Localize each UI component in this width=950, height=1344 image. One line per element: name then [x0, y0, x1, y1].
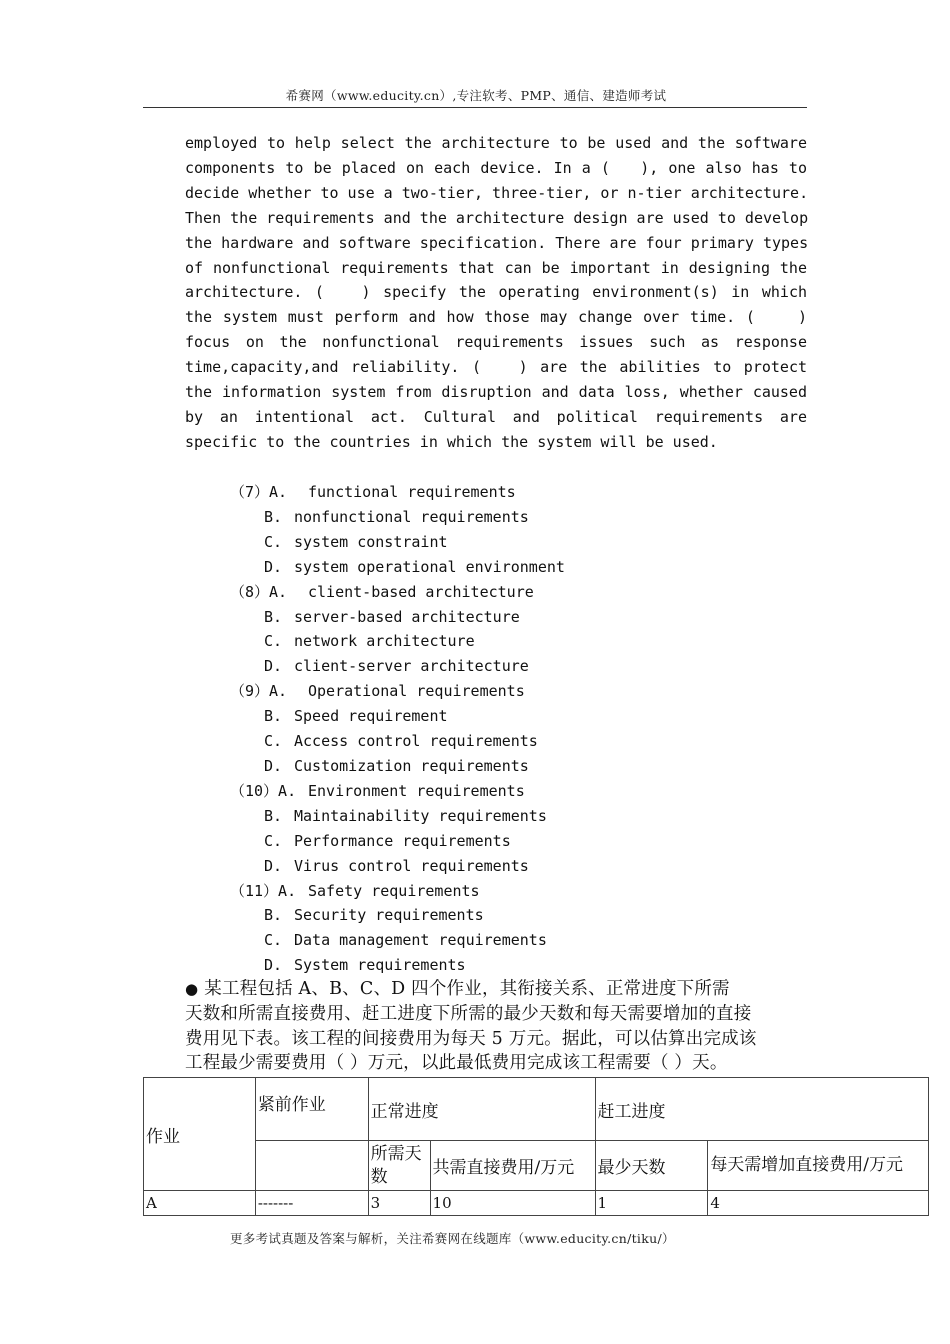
header-direct-cost: 共需直接费用/万元 [430, 1141, 595, 1191]
question-8-option-a: （8）A. client-based architecture [230, 582, 534, 601]
table-header-row [144, 1078, 929, 1141]
header-predecessor: 紧前作业 [255, 1078, 368, 1141]
table-subheader-row [144, 1141, 929, 1191]
question-11-option-b: B. Security requirements [264, 906, 484, 925]
chinese-question-line: 工程最少需要费用（ ）万元，以此最低费用完成该工程需要（ ）天。 [185, 1053, 728, 1074]
question-10-option-b: B. Maintainability requirements [264, 806, 547, 825]
header-crash-schedule: 赶工进度 [595, 1078, 929, 1141]
question-7-option-b: B. nonfunctional requirements [264, 507, 529, 526]
passage-line: the information system from disruption and data loss, whether caused [185, 383, 807, 402]
passage-line: decide whether to use a two-tier, three-tier, or n-tier architecture. [185, 183, 809, 202]
passage-line: the system must perform and how those may change over time. ( ) [185, 308, 807, 327]
page-header: 希赛网（www.educity.cn）,专注软考、PMP、通信、建造师考试 [285, 88, 667, 103]
question-9-option-b: B. Speed requirement [264, 707, 448, 726]
header-days: 所需天数 [368, 1141, 430, 1191]
question-9-option-a: （9）A. Operational requirements [230, 682, 525, 701]
question-11-option-a: （11）A. Safety requirements [230, 881, 480, 900]
passage-line: architecture. ( ) specify the operating environment(s) in which [185, 283, 807, 302]
question-8-option-b: B. server-based architecture [264, 607, 520, 626]
chinese-question-line: ● 某工程包括 A、B、C、D 四个作业，其衔接关系、正常进度下所需 [185, 979, 730, 999]
cell-direct-cost: 10 [430, 1191, 595, 1216]
chinese-question-line: 天数和所需直接费用、赶工进度下所需的最少天数和每天需要增加的直接 [185, 1003, 752, 1024]
passage-line: focus on the nonfunctional requirements issues such as response [185, 333, 807, 352]
question-7-option-a: （7）A. functional requirements [230, 483, 516, 501]
question-9-option-d: D. Customization requirements [264, 756, 529, 775]
question-7-option-c: C. system constraint [264, 532, 448, 551]
cell-days: 3 [368, 1191, 430, 1216]
question-8-option-d: D. client-server architecture [264, 657, 529, 676]
question-11-option-c: C. Data management requirements [264, 931, 547, 950]
question-9-option-c: C. Access control requirements [264, 732, 538, 751]
header-normal-schedule: 正常进度 [368, 1078, 595, 1141]
question-8-option-c: C. network architecture [264, 632, 475, 651]
question-7-option-d: D. system operational environment [264, 557, 565, 576]
passage-line: components to be placed on each device. In a ( ), one also has to [185, 158, 807, 177]
table-row [144, 1191, 929, 1216]
question-list [230, 480, 565, 978]
header-predecessor-blank [255, 1141, 368, 1191]
passage-line: time,capacity,and reliability. ( ) are the abilities to protect [185, 358, 807, 377]
passage-line: employed to help select the architecture to be used and the software [185, 134, 807, 152]
header-divider [143, 107, 807, 108]
cell-additional-cost: 4 [708, 1191, 929, 1216]
passage-line: Then the requirements and the architecture design are used to develop [185, 208, 809, 227]
question-10-option-d: D. Virus control requirements [264, 856, 529, 875]
chinese-question-line: 费用见下表。该工程的间接费用为每天 5 万元。据此，可以估算出完成该 [185, 1028, 757, 1049]
cell-predecessor: ------- [255, 1191, 368, 1216]
passage-line: of nonfunctional requirements that can be important in designing the [185, 258, 807, 277]
header-min-days: 最少天数 [595, 1141, 708, 1191]
header-additional-cost: 每天需增加直接费用/万元 [708, 1141, 929, 1191]
question-10-option-a: （10）A. Environment requirements [230, 781, 525, 800]
page-footer: 更多考试真题及答案与解析，关注希赛网在线题库（www.educity.cn/tiku/） [230, 1231, 675, 1246]
question-11-option-d: D. System requirements [264, 956, 466, 975]
question-10-option-c: C. Performance requirements [264, 831, 511, 850]
schedule-table [143, 1077, 929, 1216]
passage-line: specific to the countries in which the system will be used. [185, 432, 718, 451]
passage-line: by an intentional act. Cultural and political requirements are [185, 407, 807, 426]
cell-task: A [144, 1191, 256, 1216]
cell-min-days: 1 [595, 1191, 708, 1216]
passage [185, 131, 807, 455]
bullet-icon: ● [185, 980, 199, 998]
header-task: 作业 [144, 1078, 256, 1191]
chinese-question [185, 977, 805, 1076]
passage-line: the hardware and software specification. There are four primary types [185, 233, 809, 252]
